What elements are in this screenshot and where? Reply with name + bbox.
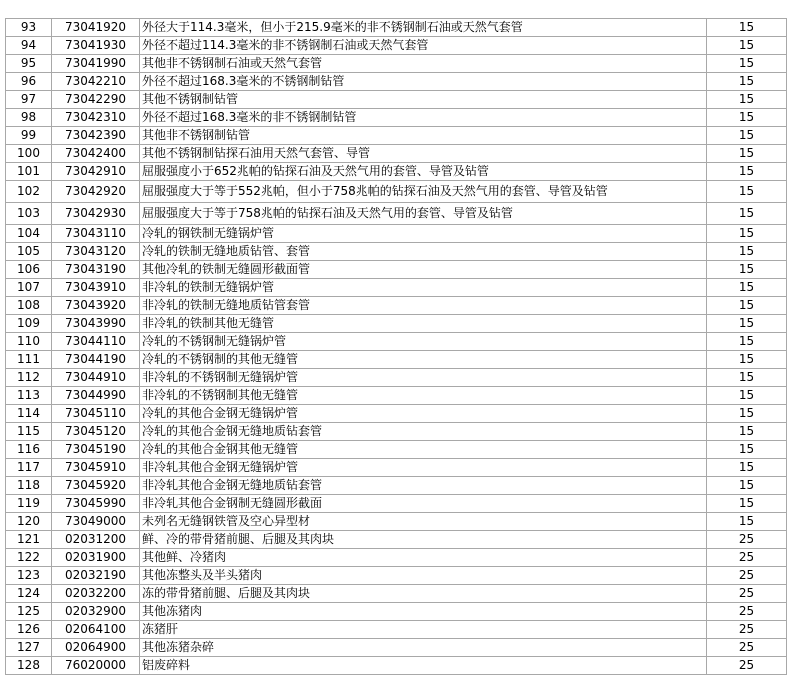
tariff-rate-cell: 25: [707, 567, 787, 585]
description-cell: 屈服强度大于等于758兆帕的钻探石油及天然气用的套管、导管及钻管: [140, 203, 707, 225]
table-row: [6, 261, 787, 279]
tariff-rate-cell: 15: [707, 459, 787, 477]
description-cell: 其他非不锈钢制钻管: [140, 127, 707, 145]
row-index-cell: 108: [6, 297, 52, 315]
description-cell: 外径不超过168.3毫米的不锈钢制钻管: [140, 73, 707, 91]
row-index-cell: 113: [6, 387, 52, 405]
hs-code-cell: 73042390: [52, 127, 140, 145]
tariff-rate-cell: 15: [707, 279, 787, 297]
row-index-cell: 115: [6, 423, 52, 441]
tariff-rate-cell: 15: [707, 495, 787, 513]
row-index-cell: 117: [6, 459, 52, 477]
table-row: [6, 549, 787, 567]
hs-code-cell: 02064100: [52, 621, 140, 639]
tariff-table-body: [6, 19, 787, 675]
tariff-rate-cell: 25: [707, 531, 787, 549]
table-row: [6, 203, 787, 225]
row-index-cell: 107: [6, 279, 52, 297]
tariff-rate-cell: 25: [707, 639, 787, 657]
description-cell: 非冷轧的铁制其他无缝管: [140, 315, 707, 333]
description-cell: 屈服强度大于等于552兆帕，但小于758兆帕的钻探石油及天然气用的套管、导管及钻管: [140, 181, 707, 203]
tariff-rate-cell: 15: [707, 405, 787, 423]
description-cell: 其他冷轧的铁制无缝圆形截面管: [140, 261, 707, 279]
row-index-cell: 127: [6, 639, 52, 657]
table-row: [6, 279, 787, 297]
table-row: [6, 91, 787, 109]
row-index-cell: 128: [6, 657, 52, 675]
row-index-cell: 101: [6, 163, 52, 181]
description-cell: 非冷轧其他合金钢制无缝圆形截面: [140, 495, 707, 513]
hs-code-cell: 73044110: [52, 333, 140, 351]
table-row: [6, 657, 787, 675]
description-cell: 冷轧的其他合金钢无缝地质钻套管: [140, 423, 707, 441]
hs-code-cell: 73043120: [52, 243, 140, 261]
description-cell: 非冷轧的不锈钢制其他无缝管: [140, 387, 707, 405]
description-cell: 外径不超过168.3毫米的非不锈钢制钻管: [140, 109, 707, 127]
row-index-cell: 98: [6, 109, 52, 127]
table-row: [6, 423, 787, 441]
tariff-rate-cell: 15: [707, 261, 787, 279]
description-cell: 外径不超过114.3毫米的非不锈钢制石油或天然气套管: [140, 37, 707, 55]
table-row: [6, 145, 787, 163]
description-cell: 非冷轧的不锈钢制无缝锅炉管: [140, 369, 707, 387]
hs-code-cell: 73043920: [52, 297, 140, 315]
hs-code-cell: 73041990: [52, 55, 140, 73]
tariff-rate-cell: 15: [707, 127, 787, 145]
tariff-table: [5, 18, 787, 675]
row-index-cell: 96: [6, 73, 52, 91]
description-cell: 非冷轧的铁制无缝锅炉管: [140, 279, 707, 297]
hs-code-cell: 02032900: [52, 603, 140, 621]
tariff-rate-cell: 25: [707, 585, 787, 603]
table-row: [6, 297, 787, 315]
tariff-rate-cell: 15: [707, 477, 787, 495]
description-cell: 冻猪肝: [140, 621, 707, 639]
table-row: [6, 459, 787, 477]
tariff-rate-cell: 15: [707, 91, 787, 109]
tariff-rate-cell: 15: [707, 163, 787, 181]
hs-code-cell: 02032200: [52, 585, 140, 603]
tariff-rate-cell: 15: [707, 297, 787, 315]
description-cell: 冷轧的不锈钢制的其他无缝管: [140, 351, 707, 369]
description-cell: 非冷轧其他合金钢无缝地质钻套管: [140, 477, 707, 495]
description-cell: 鲜、冷的带骨猪前腿、后腿及其肉块: [140, 531, 707, 549]
tariff-rate-cell: 15: [707, 315, 787, 333]
row-index-cell: 104: [6, 225, 52, 243]
tariff-rate-cell: 15: [707, 333, 787, 351]
hs-code-cell: 73041920: [52, 19, 140, 37]
row-index-cell: 110: [6, 333, 52, 351]
description-cell: 冷轧的铁制无缝地质钻管、套管: [140, 243, 707, 261]
row-index-cell: 122: [6, 549, 52, 567]
row-index-cell: 109: [6, 315, 52, 333]
hs-code-cell: 73043910: [52, 279, 140, 297]
table-row: [6, 441, 787, 459]
table-row: [6, 477, 787, 495]
tariff-rate-cell: 15: [707, 513, 787, 531]
table-row: [6, 531, 787, 549]
hs-code-cell: 73043990: [52, 315, 140, 333]
description-cell: 其他非不锈钢制石油或天然气套管: [140, 55, 707, 73]
tariff-rate-cell: 15: [707, 243, 787, 261]
hs-code-cell: 73042400: [52, 145, 140, 163]
description-cell: 非冷轧的铁制无缝地质钻管套管: [140, 297, 707, 315]
description-cell: 铝废碎料: [140, 657, 707, 675]
description-cell: 冷轧的其他合金钢无缝锅炉管: [140, 405, 707, 423]
description-cell: 未列名无缝钢铁管及空心异型材: [140, 513, 707, 531]
hs-code-cell: 73042310: [52, 109, 140, 127]
hs-code-cell: 73045910: [52, 459, 140, 477]
tariff-rate-cell: 25: [707, 603, 787, 621]
table-row: [6, 405, 787, 423]
table-row: [6, 639, 787, 657]
row-index-cell: 116: [6, 441, 52, 459]
tariff-rate-cell: 15: [707, 203, 787, 225]
table-row: [6, 585, 787, 603]
row-index-cell: 95: [6, 55, 52, 73]
tariff-rate-cell: 15: [707, 181, 787, 203]
hs-code-cell: 02032190: [52, 567, 140, 585]
hs-code-cell: 73043110: [52, 225, 140, 243]
row-index-cell: 99: [6, 127, 52, 145]
description-cell: 冷轧的其他合金钢其他无缝管: [140, 441, 707, 459]
row-index-cell: 118: [6, 477, 52, 495]
table-row: [6, 225, 787, 243]
row-index-cell: 105: [6, 243, 52, 261]
table-row: [6, 163, 787, 181]
tariff-rate-cell: 15: [707, 37, 787, 55]
tariff-rate-cell: 15: [707, 55, 787, 73]
description-cell: 外径大于114.3毫米，但小于215.9毫米的非不锈钢制石油或天然气套管: [140, 19, 707, 37]
description-cell: 非冷轧其他合金钢无缝锅炉管: [140, 459, 707, 477]
row-index-cell: 111: [6, 351, 52, 369]
hs-code-cell: 73042920: [52, 181, 140, 203]
hs-code-cell: 73045920: [52, 477, 140, 495]
row-index-cell: 123: [6, 567, 52, 585]
description-cell: 其他冻猪肉: [140, 603, 707, 621]
row-index-cell: 100: [6, 145, 52, 163]
row-index-cell: 126: [6, 621, 52, 639]
hs-code-cell: 73045190: [52, 441, 140, 459]
tariff-rate-cell: 15: [707, 19, 787, 37]
hs-code-cell: 02064900: [52, 639, 140, 657]
hs-code-cell: 73041930: [52, 37, 140, 55]
row-index-cell: 120: [6, 513, 52, 531]
tariff-rate-cell: 15: [707, 441, 787, 459]
description-cell: 其他冻整头及半头猪肉: [140, 567, 707, 585]
table-row: [6, 333, 787, 351]
tariff-rate-cell: 25: [707, 621, 787, 639]
hs-code-cell: 73043190: [52, 261, 140, 279]
tariff-rate-cell: 15: [707, 351, 787, 369]
row-index-cell: 121: [6, 531, 52, 549]
row-index-cell: 102: [6, 181, 52, 203]
tariff-rate-cell: 15: [707, 73, 787, 91]
table-row: [6, 19, 787, 37]
tariff-rate-cell: 25: [707, 549, 787, 567]
tariff-rate-cell: 15: [707, 225, 787, 243]
row-index-cell: 125: [6, 603, 52, 621]
tariff-rate-cell: 15: [707, 387, 787, 405]
row-index-cell: 114: [6, 405, 52, 423]
description-cell: 其他不锈钢制钻管: [140, 91, 707, 109]
table-row: [6, 513, 787, 531]
description-cell: 冻的带骨猪前腿、后腿及其肉块: [140, 585, 707, 603]
table-row: [6, 109, 787, 127]
hs-code-cell: 73044190: [52, 351, 140, 369]
table-row: [6, 351, 787, 369]
description-cell: 屈服强度小于652兆帕的钻探石油及天然气用的套管、导管及钻管: [140, 163, 707, 181]
row-index-cell: 106: [6, 261, 52, 279]
hs-code-cell: 73042910: [52, 163, 140, 181]
table-row: [6, 315, 787, 333]
table-row: [6, 127, 787, 145]
tariff-rate-cell: 15: [707, 145, 787, 163]
tariff-rate-cell: 15: [707, 109, 787, 127]
tariff-rate-cell: 25: [707, 657, 787, 675]
description-cell: 其他鲜、冷猪肉: [140, 549, 707, 567]
tariff-rate-cell: 15: [707, 369, 787, 387]
table-row: [6, 37, 787, 55]
hs-code-cell: 73042930: [52, 203, 140, 225]
description-cell: 冷轧的不锈钢制无缝锅炉管: [140, 333, 707, 351]
tariff-rate-cell: 15: [707, 423, 787, 441]
table-row: [6, 369, 787, 387]
table-row: [6, 181, 787, 203]
table-row: [6, 603, 787, 621]
hs-code-cell: 73045110: [52, 405, 140, 423]
hs-code-cell: 76020000: [52, 657, 140, 675]
table-row: [6, 243, 787, 261]
description-cell: 其他冻猪杂碎: [140, 639, 707, 657]
hs-code-cell: 73045990: [52, 495, 140, 513]
description-cell: 其他不锈钢制钻探石油用天然气套管、导管: [140, 145, 707, 163]
description-cell: 冷轧的钢铁制无缝锅炉管: [140, 225, 707, 243]
row-index-cell: 97: [6, 91, 52, 109]
hs-code-cell: 73042210: [52, 73, 140, 91]
table-row: [6, 495, 787, 513]
table-row: [6, 55, 787, 73]
table-row: [6, 621, 787, 639]
hs-code-cell: 73049000: [52, 513, 140, 531]
table-row: [6, 387, 787, 405]
hs-code-cell: 73042290: [52, 91, 140, 109]
table-row: [6, 567, 787, 585]
table-row: [6, 73, 787, 91]
row-index-cell: 119: [6, 495, 52, 513]
hs-code-cell: 02031200: [52, 531, 140, 549]
row-index-cell: 112: [6, 369, 52, 387]
hs-code-cell: 73044910: [52, 369, 140, 387]
hs-code-cell: 73045120: [52, 423, 140, 441]
row-index-cell: 124: [6, 585, 52, 603]
hs-code-cell: 02031900: [52, 549, 140, 567]
hs-code-cell: 73044990: [52, 387, 140, 405]
row-index-cell: 93: [6, 19, 52, 37]
row-index-cell: 103: [6, 203, 52, 225]
row-index-cell: 94: [6, 37, 52, 55]
